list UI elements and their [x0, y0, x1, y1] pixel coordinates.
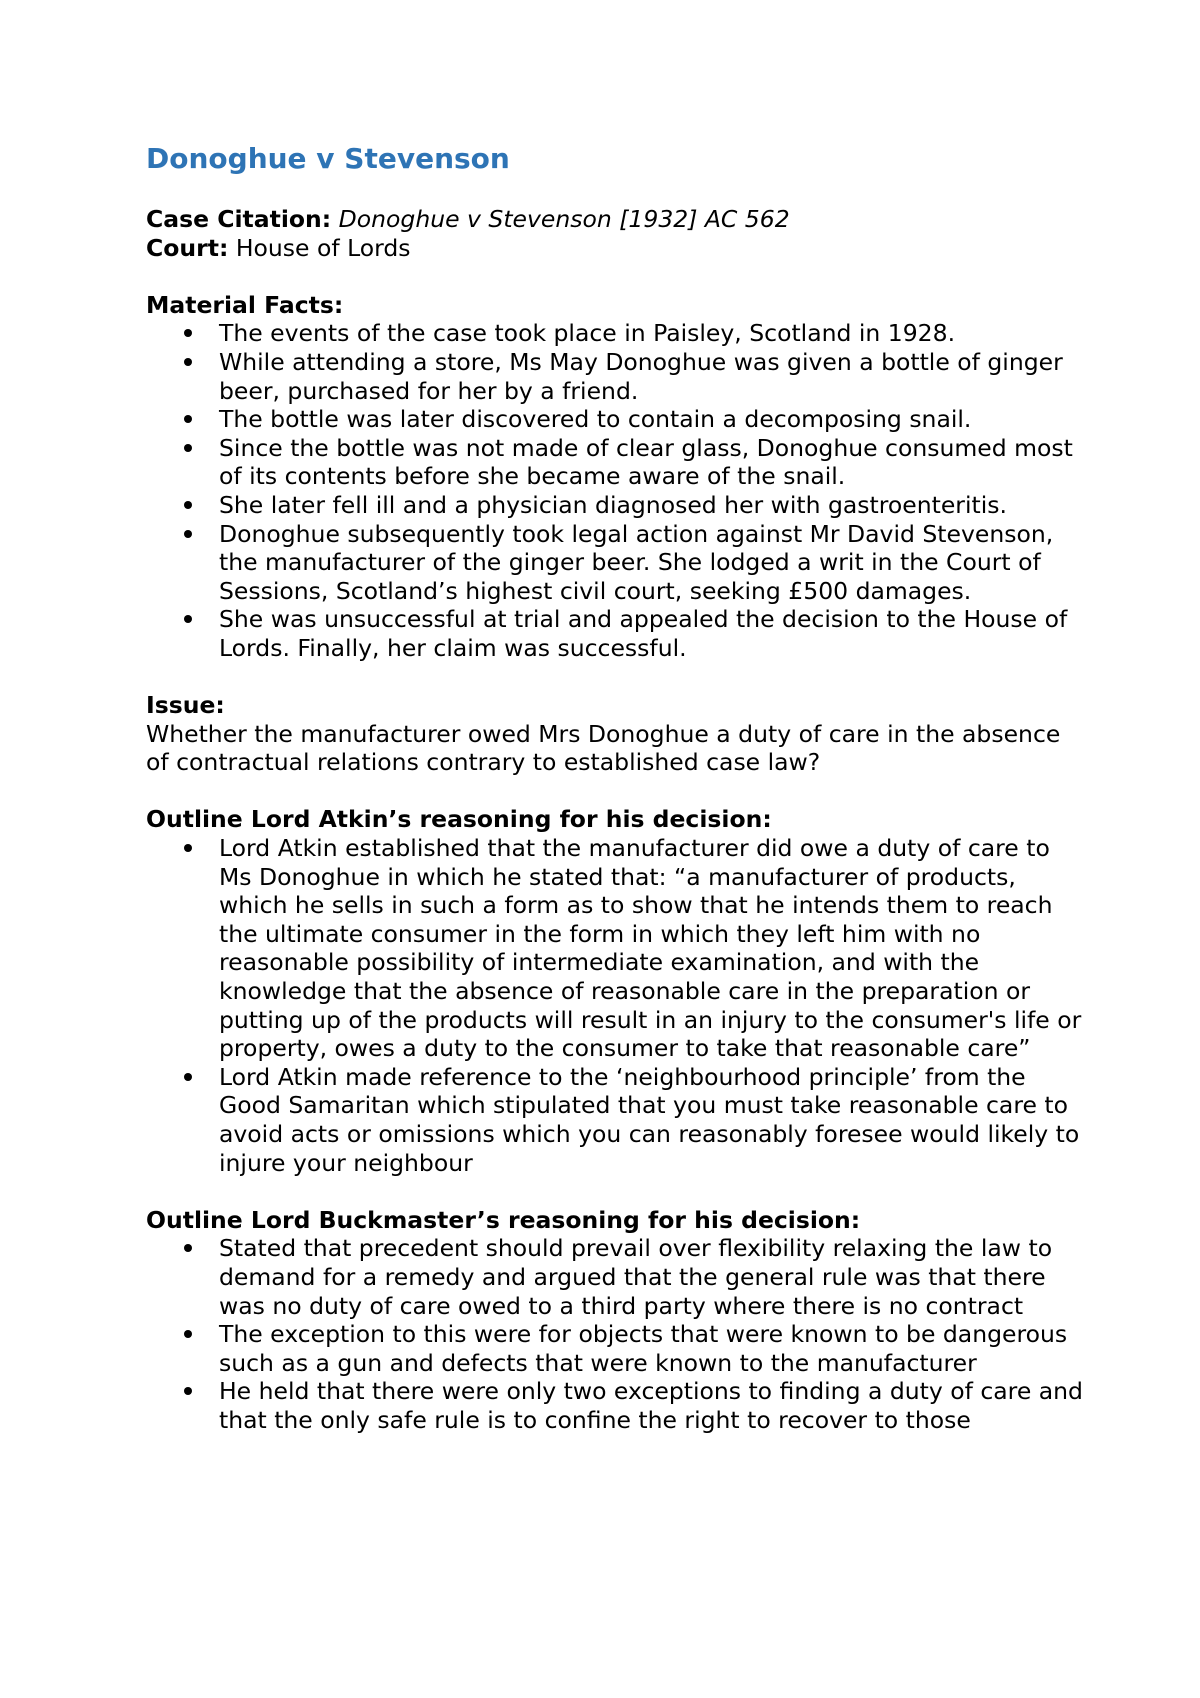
bullet-icon	[184, 615, 192, 623]
list-item-text: Donoghue subsequently took legal action against Mr David Stevenson, the manufacturer of the ginger beer. She lodged a writ in the Court of Sessions, Scotland’s highest civil court, seeking £500 damages.	[219, 519, 1054, 605]
case-citation-line	[146, 205, 1086, 234]
bullet-icon	[184, 844, 192, 852]
material-facts-list	[146, 319, 1086, 662]
spacer	[146, 777, 1086, 806]
bullet-icon	[184, 1330, 192, 1338]
list-item-text: He held that there were only two exceptions to finding a duty of care and that the only safe rule is to confine the right to recover to those	[219, 1377, 1083, 1434]
list-item	[146, 434, 1086, 491]
list-item-text: While attending a store, Ms May Donoghue was given a bottle of ginger beer, purchased for her by a friend.	[219, 347, 1063, 405]
list-item	[146, 1063, 1086, 1177]
list-item	[146, 605, 1086, 662]
list-item-text: The bottle was later discovered to contain a decomposing snail.	[219, 405, 972, 434]
buckmaster-heading: Outline Lord Buckmaster’s reasoning for his decision:	[146, 1205, 861, 1234]
bullet-icon	[184, 444, 192, 452]
list-item	[146, 1320, 1086, 1377]
list-item	[146, 405, 1086, 434]
list-item	[146, 348, 1086, 405]
list-item-text: She later fell ill and a physician diagnosed her with gastroenteritis.	[219, 490, 1007, 519]
list-item-text: She was unsuccessful at trial and appealed the decision to the House of Lords. Finally, her claim was successful.	[219, 605, 1068, 662]
court-label: Court:	[146, 233, 229, 262]
bullet-icon	[184, 358, 192, 366]
bullet-icon	[184, 501, 192, 509]
spacer	[146, 663, 1086, 692]
bullet-icon	[184, 1387, 192, 1395]
document-page	[146, 142, 1086, 1435]
atkin-list	[146, 834, 1086, 1177]
bullet-icon	[184, 530, 192, 538]
case-citation-label: Case Citation:	[146, 205, 332, 233]
list-item-text: Lord Atkin established that the manufacturer did owe a duty of care to Ms Donoghue in which he stated that: “a manufacturer of products, which he sells in such a form as to show that he intends them to reach the ultimate consumer in the form in which they left him with no reasonable possibility of intermediate examination, and with the knowledge that the absence of reasonable care in the preparation or putting up of the products will result in an injury to the consumer's life or property, owes a duty to the consumer to take that reasonable care”	[219, 834, 1082, 1063]
list-item	[146, 834, 1086, 1063]
spacer	[146, 262, 1086, 291]
buckmaster-list	[146, 1234, 1086, 1434]
list-item	[146, 1234, 1086, 1320]
list-item-text: Since the bottle was not made of clear glass, Donoghue consumed most of its contents before she became aware of the snail.	[219, 433, 1073, 491]
case-citation-value: Donoghue v Stevenson [1932] AC 562	[338, 205, 790, 233]
list-item	[146, 319, 1086, 348]
spacer	[146, 1177, 1086, 1206]
issue-heading: Issue:	[146, 691, 225, 720]
list-item-text: The exception to this were for objects that were known to be dangerous such as a gun and defects that were known to the manufacturer	[219, 1320, 1068, 1377]
list-item-text: The events of the case took place in Paisley, Scotland in 1928.	[219, 319, 956, 348]
document-title: Donoghue v Stevenson	[146, 142, 510, 175]
bullet-icon	[184, 415, 192, 423]
atkin-heading: Outline Lord Atkin’s reasoning for his decision:	[146, 805, 772, 834]
court-line	[146, 234, 1086, 263]
court-value: House of Lords	[235, 233, 411, 262]
list-item	[146, 1377, 1086, 1434]
list-item	[146, 520, 1086, 606]
list-item-text: Lord Atkin made reference to the ‘neighbourhood principle’ from the Good Samaritan which stipulated that you must take reasonable care to avoid acts or omissions which you can reasonably foresee would likely to injure your neighbour	[219, 1062, 1080, 1177]
bullet-icon	[184, 1073, 192, 1081]
bullet-icon	[184, 329, 192, 337]
list-item	[146, 491, 1086, 520]
list-item-text: Stated that precedent should prevail over flexibility relaxing the law to demand for a remedy and argued that the general rule was that there was no duty of care owed to a third party where there is no contract	[219, 1234, 1053, 1320]
material-facts-heading: Material Facts:	[146, 290, 344, 319]
issue-text: Whether the manufacturer owed Mrs Donoghue a duty of care in the absence of contractual relations contrary to established case law?	[146, 719, 1061, 777]
bullet-icon	[184, 1244, 192, 1252]
